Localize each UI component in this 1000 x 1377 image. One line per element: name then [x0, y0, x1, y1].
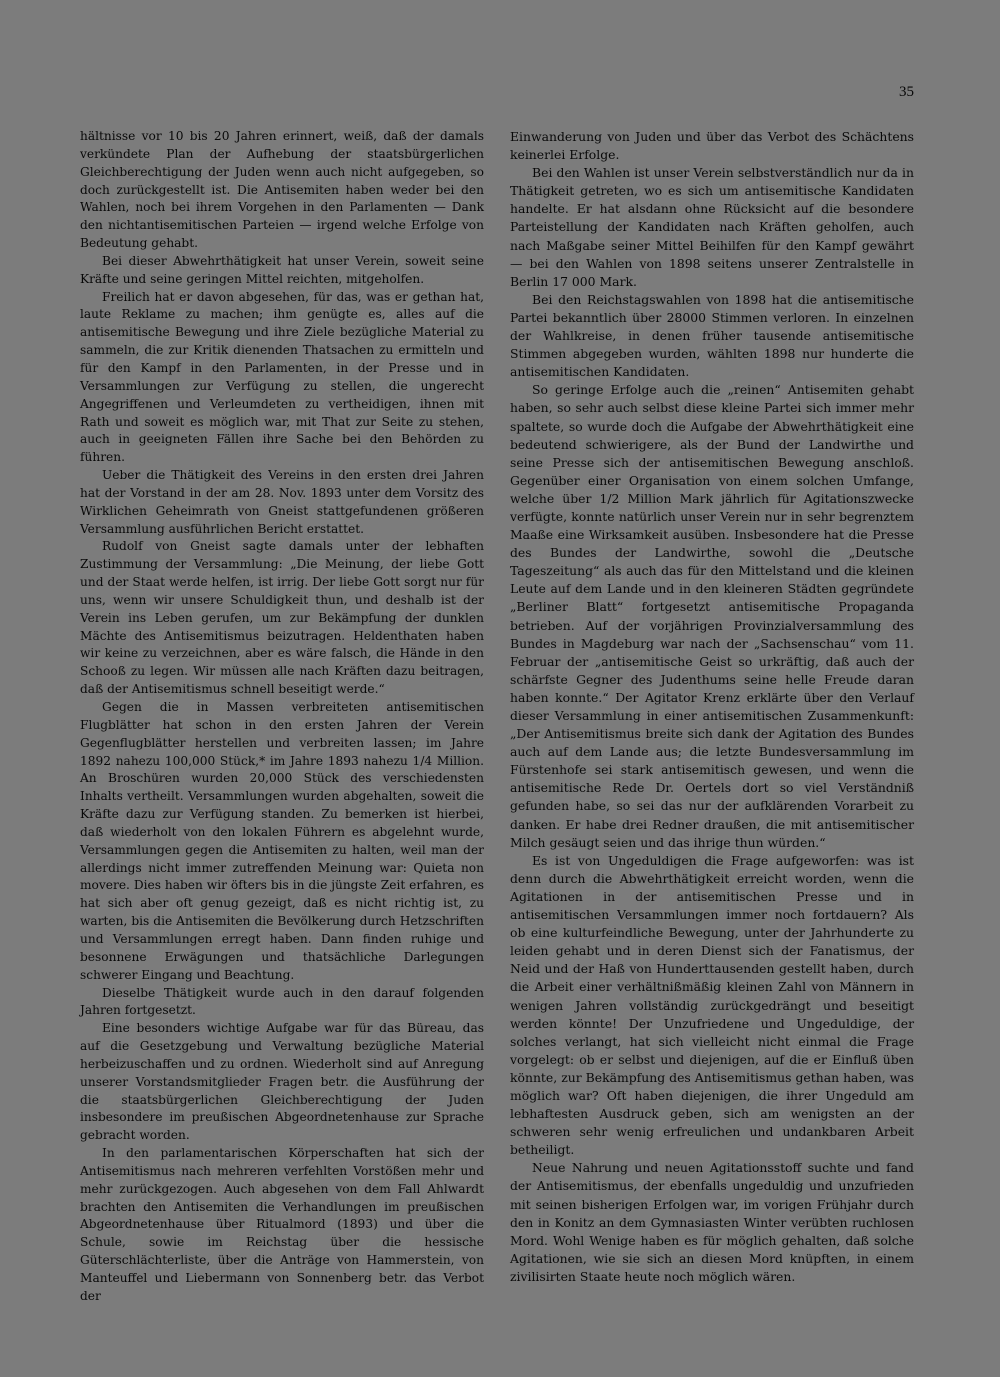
paragraph: So geringe Erfolge auch die „reinen“ Antisemiten gehabt haben, so sehr auch selbst diese kleine Partei sich immer mehr spaltete, so wurde doch die Aufgabe der Abwehrthätigkeit eine bedeutend schwierigere, als der Bund der Landwirthe und seine Presse sich der antisemitischen Bewegung anschloß. Gegenüber einer Organisation von einem solchen Umfange, welche über 1/2 Million Mark jährlich für Agitationszwecke verfügte, konnte natürlich unser Verein nur in sehr begrenztem Maaße eine Wirksamkeit ausüben. Insbesondere hat die Presse des Bundes der Landwirthe, sowohl die „Deutsche Tageszeitung“ als auch das für den Mittelstand und die kleinen Leute auf dem Lande und in den kleineren Städten gegründete „Berliner Blatt“ fortgesetzt antisemitische Propaganda betrieben. Auf der vorjährigen Provinzialversammlung des Bundes in Magdeburg war nach der „Sachsenschau“ vom 11. Februar der „antisemitische Geist so urkräftig, daß auch der schärfste Gegner des Judenthums seine helle Freude daran haben konnte.“ Der Agitator Krenz erklärte über den Verlauf dieser Versammlung in einer antisemitischen Zusammenkunft: „Der Antisemitismus breite sich dank der Agitation des Bundes auch auf dem Lande aus; die letzte Bundesversammlung im Fürstenhofe sei stark antisemitisch gewesen, und wenn die antisemitische Rede Dr. Oertels dort so viel Verständniß gefunden habe, so sei das nur der aufklärenden Vorarbeit zu danken. Er habe drei Redner draußen, die mit antisemitischer Milch gesäugt seien und das ihrige thun würden.“: [510, 382, 914, 850]
paragraph: Ueber die Thätigkeit des Vereins in den ersten drei Jahren hat der Vorstand in der am 28. Nov. 1893 unter dem Vorsitz des Wirklichen Geheimrath von Gneist stattgefundenen größeren Versammlung ausführlichen Bericht erstattet.: [80, 468, 484, 536]
paragraph: Neue Nahrung und neuen Agitationsstoff suchte und fand der Antisemitismus, der ebenfalls ungeduldig und unzufrieden mit seinen bisherigen Erfolgen war, im vorigen Frühjahr durch den in Konitz an dem Gymnasiasten Winter verübten ruchlosen Mord. Wohl Wenige haben es für möglich gehalten, daß solche Agitationen, wie sie sich an diesen Mord knüpften, in einem zivilisirten Staate heute noch möglich wären.: [510, 1160, 914, 1284]
paragraph: Einwanderung von Juden und über das Verbot des Schächtens keinerlei Erfolge.: [510, 129, 914, 163]
right-column: [510, 128, 914, 1286]
paragraph: Rudolf von Gneist sagte damals unter der lebhaften Zustimmung der Versammlung: „Die Meinung, der liebe Gott und der Staat werde helfen, ist irrig. Der liebe Gott sorgt nur für uns, wenn wir unsere Schuldigkeit thun, und deshalb ist der Verein ins Leben gerufen, um zur Bekämpfung der dunklen Mächte des Antisemitismus beizutragen. Heldenthaten haben wir keine zu verzeichnen, aber es wäre falsch, die Hände in den Schooß zu legen. Wir müssen alle nach Kräften dazu beitragen, daß der Antisemitismus schnell beseitigt werde.“: [80, 539, 484, 697]
paragraph: Gegen die in Massen verbreiteten antisemitischen Flugblätter hat schon in den ersten Jahren der Verein Gegenflugblätter herstellen und verbreiten lassen; im Jahre 1892 nahezu 100,000 Stück,* im Jahre 1893 nahezu 1/4 Million. An Broschüren wurden 20,000 Stück des verschiedensten Inhalts vertheilt. Versammlungen wurden abgehalten, soweit die Kräfte dazu zur Verfügung standen. Zu bemerken ist hierbei, daß wiederholt von den lokalen Führern es abgelehnt wurde, Versammlungen gegen die Antisemiten zu halten, weil man der allerdings nicht immer zutreffenden Meinung war: Quieta non movere. Dies haben wir öfters bis in die jüngste Zeit erfahren, es hat sich aber oft genug gezeigt, daß es nicht richtig ist, zu warten, bis die Antisemiten die Bevölkerung durch Hetzschriften und Versammlungen erregt haben. Dann finden ruhige und besonnene Erwägungen und thatsächliche Darlegungen schwerer Eingang und Beachtung.: [80, 700, 484, 982]
paragraph: Bei dieser Abwehrthätigkeit hat unser Verein, soweit seine Kräfte und seine geringen Mittel reichten, mitgeholfen.: [80, 253, 484, 286]
paragraph: Es ist von Ungeduldigen die Frage aufgeworfen: was ist denn durch die Abwehrthätigkeit erreicht worden, wenn die Agitationen in der antisemitischen Presse und in antisemitischen Versammlungen immer noch fortdauern? Als ob eine kulturfeindliche Bewegung, unter der Jahrhunderte zu leiden gehabt und in deren Dienst sich der Fanatismus, der Neid und der Haß von Hunderttausenden gestellt haben, durch die Arbeit einer verhältnißmäßig kleinen Zahl von Männern in wenigen Jahren vollständig zurückgedrängt und beseitigt werden könnte! Der Unzufriedene und Ungeduldige, der solches verlangt, hat sich vielleicht nicht einmal die Frage vorgelegt: ob er selbst und diejenigen, auf die er Einfluß üben könnte, zur Bekämpfung des Antisemitismus gethan haben, was möglich war? Oft haben diejenigen, die ihrer Ungeduld am lebhaftesten Ausdruck geben, sich am wenigsten an der schweren sehr wenig erfreulichen und undankbaren Arbeit betheiligt.: [510, 852, 914, 1158]
left-column: [80, 128, 484, 1306]
paragraph: In den parlamentarischen Körperschaften hat sich der Antisemitismus nach mehreren verfehlten Vorstößen mehr und mehr zurückgezogen. Auch abgesehen von dem Fall Ahlwardt brachten den Antisemiten die Verhandlungen im preußischen Abgeordnetenhause über Ritualmord (1893) und über die Schule, sowie im Reichstag über die hessische Güterschlächterliste, über die Anträge von Hammerstein, von Manteuffel und Liebermann von Sonnenberg betr. das Verbot der: [80, 1146, 484, 1303]
paragraph: Dieselbe Thätigkeit wurde auch in den darauf folgenden Jahren fortgesetzt.: [80, 985, 484, 1018]
paragraph: Bei den Reichstagswahlen von 1898 hat die antisemitische Partei bekanntlich über 28000 Stimmen verloren. In einzelnen der Wahlkreise, in denen früher tausende antisemitische Stimmen abgegeben wurden, wählten 1898 nur hunderte die antisemitischen Kandidaten.: [510, 291, 914, 380]
page-number: 35: [899, 84, 914, 100]
paragraph: hältnisse vor 10 bis 20 Jahren erinnert, weiß, daß der damals verkündete Plan der Aufhebung der staatsbürgerlichen Gleichberechtigung der Juden wenn auch nicht aufgegeben, so doch zurückgestellt ist. Die Antisemiten haben weder bei den Wahlen, noch bei ihrem Vorgehen in den Parlamenten — Dank den nichtantisemitischen Parteien — irgend welche Erfolge von Bedeutung gehabt.: [80, 129, 484, 251]
paragraph: Bei den Wahlen ist unser Verein selbstverständlich nur da in Thätigkeit getreten, wo es sich um antisemitische Kandidaten handelte. Er hat alsdann ohne Rücksicht auf die besondere Parteistellung der Kandidaten nach Kräften geholfen, auch nach Maßgabe seiner Mittel Beihilfen für den Kampf gewährt — bei den Wahlen von 1898 seitens unserer Zentralstelle in Berlin 17 000 Mark.: [510, 165, 914, 289]
paragraph: Freilich hat er davon abgesehen, für das, was er gethan hat, laute Reklame zu machen; ihm genügte es, alles auf die antisemitische Bewegung und ihre Ziele bezügliche Material zu sammeln, die zur Kritik dienenden Thatsachen zu ermitteln und für den Kampf in den Parlamenten, in der Presse und in Versammlungen zur Verfügung zu stellen, die ungerecht Angegriffenen und Verleumdeten zu vertheidigen, ihnen mit Rath und soweit es möglich war, mit That zur Seite zu stehen, auch in geeigneten Fällen ihre Sache bei den Behörden zu führen.: [80, 289, 484, 465]
paragraph: Eine besonders wichtige Aufgabe war für das Büreau, das auf die Gesetzgebung und Verwaltung bezügliche Material herbeizuschaffen und zu ordnen. Wiederholt sind auf Anregung unserer Vorstandsmitglieder Fragen betr. die Ausführung der die staatsbürgerlichen Gleichberechtigung der Juden insbesondere im preußischen Abgeordnetenhause zur Sprache gebracht worden.: [80, 1021, 484, 1143]
